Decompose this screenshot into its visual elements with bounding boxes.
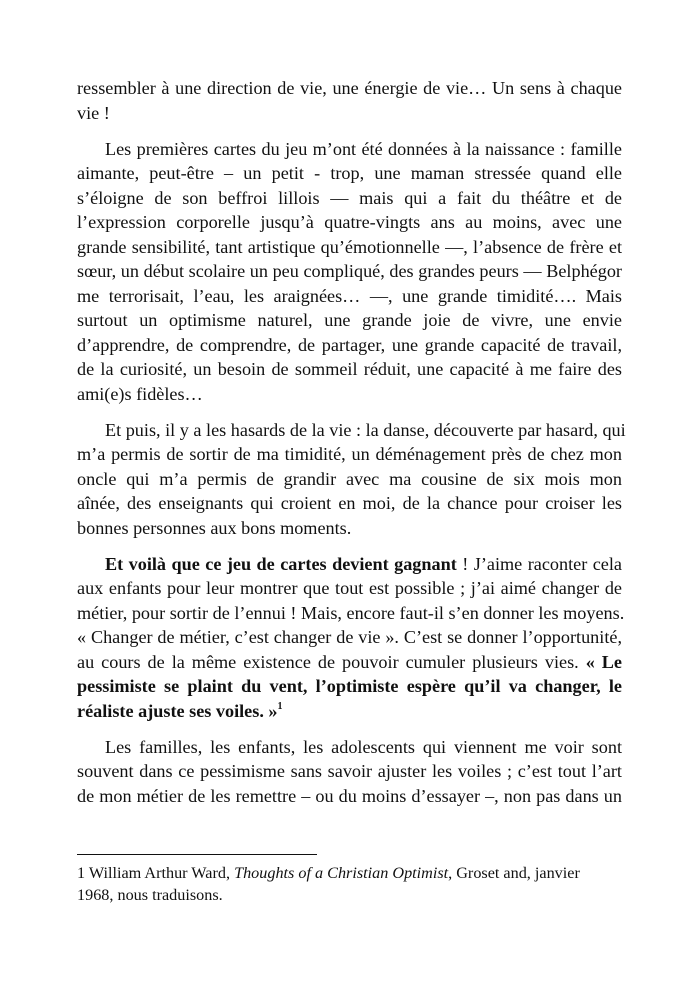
text-line — [77, 784, 622, 809]
text-line — [77, 516, 622, 541]
text-segment: métier, pour sortir de l’ennui ! Mais, encore faut-il s’en donner les moyens. — [77, 602, 625, 623]
text-line — [77, 284, 622, 309]
body-text — [77, 76, 626, 820]
text-line — [77, 137, 622, 162]
text-line — [77, 333, 622, 358]
text-segment: ! J’aime raconter cela — [456, 553, 622, 574]
paragraph — [77, 735, 622, 809]
text-segment: m’a permis de sortir de ma timidité, un déménagement près de chez mon — [77, 444, 622, 464]
text-segment: l’expression corporelle jusqu’à quatre-vingts ans au moins, avec une — [77, 212, 622, 232]
text-line — [77, 735, 622, 760]
text-line — [77, 259, 622, 284]
text-segment: « Changer de métier, c’est changer de vie ». C’est se donner l’opportunité, — [77, 627, 622, 647]
text-line — [77, 161, 622, 186]
text-segment: , Groset and, janvier — [448, 864, 580, 882]
text-segment: grande sensibilité, tant artistique qu’émotionnelle —, l’absence de frère et — [77, 236, 622, 257]
text-segment: de la curiosité, un besoin de sommeil réduit, une capacité à me faire des — [77, 359, 622, 379]
bold-text: réaliste ajuste ses voiles. » — [77, 700, 278, 721]
italic-text: Thoughts of a Christian Optimist — [234, 864, 449, 882]
text-line — [77, 625, 622, 650]
text-line — [77, 576, 622, 601]
text-line — [77, 699, 622, 724]
text-segment: aînée, des enseignants qui croient en moi, de la chance pour croiser les — [77, 493, 622, 513]
text-segment: Et puis, il y a les hasards de la vie : la danse, découverte par hasard, qui — [105, 419, 626, 440]
paragraph — [77, 137, 622, 407]
text-line — [77, 357, 622, 382]
footnote-separator — [77, 854, 317, 855]
text-segment: 1 William Arthur Ward, — [77, 864, 235, 882]
text-segment: bonnes personnes aux bons moments. — [77, 517, 352, 538]
text-segment: s’éloigne de son beffroi lillois — mais qui a fait du théâtre et de — [77, 187, 622, 208]
paragraph — [77, 552, 625, 724]
text-line — [77, 101, 622, 126]
text-segment: vie ! — [77, 102, 110, 123]
text-line — [77, 674, 622, 699]
text-line — [77, 186, 622, 211]
text-line — [77, 442, 622, 467]
text-line — [77, 885, 622, 907]
text-line — [77, 491, 622, 516]
text-line — [77, 235, 622, 260]
text-segment: d’apprendre, de comprendre, de partager, une grande capacité de travail, — [77, 334, 622, 355]
text-segment: souvent dans ce pessimisme sans savoir ajuster les voiles ; c’est tout l’art — [77, 761, 622, 781]
text-line — [77, 467, 622, 492]
text-line — [77, 759, 622, 784]
text-segment: me terrorisait, l’eau, les araignées… —, une grande timidité…. Mais — [77, 285, 622, 306]
text-segment: oncle qui m’a permis de grandir avec ma cousine de six mois mon — [77, 468, 622, 489]
text-line — [77, 863, 622, 885]
text-segment: ressembler à une direction de vie, une énergie de vie… Un sens à chaque — [77, 78, 622, 98]
text-line — [77, 210, 622, 235]
text-line — [77, 76, 622, 101]
text-segment: sœur, un début scolaire un peu compliqué, des grandes peurs — Belphégor — [77, 261, 622, 281]
text-line — [77, 601, 625, 626]
text-line — [77, 308, 622, 333]
text-segment: surtout un optimisme naturel, une grande joie de vivre, une envie — [77, 310, 622, 330]
bold-text: « Le — [585, 651, 622, 672]
text-line — [77, 552, 622, 577]
text-line — [77, 382, 622, 407]
paragraph — [77, 76, 622, 125]
text-segment: ami(e)s fidèles… — [77, 383, 203, 404]
text-segment: 1968, nous traduisons. — [77, 885, 223, 904]
text-segment: de mon métier de les remettre – ou du moins d’essayer –, non pas dans un — [77, 785, 622, 806]
text-segment: aimante, peut-être – un petit - trop, une maman stressée quand elle — [77, 163, 622, 183]
text-segment: au cours de la même existence de pouvoir cumuler plusieurs vies. — [77, 651, 586, 672]
bold-text: pessimiste se plaint du vent, l’optimiste espère qu’il va changer, le — [77, 676, 622, 696]
footnote-marker: 1 — [277, 700, 283, 712]
text-line — [77, 418, 626, 443]
text-segment: Les familles, les enfants, les adolescents qui viennent me voir sont — [105, 736, 622, 757]
text-segment: Les premières cartes du jeu m’ont été données à la naissance : famille — [105, 138, 622, 159]
text-line — [77, 650, 622, 675]
bold-text: Et voilà que ce jeu de cartes devient gagnant — [105, 553, 457, 574]
text-segment: aux enfants pour leur montrer que tout est possible ; j’ai aimé changer de — [77, 578, 622, 598]
paragraph — [77, 418, 626, 541]
footnote — [77, 863, 622, 906]
